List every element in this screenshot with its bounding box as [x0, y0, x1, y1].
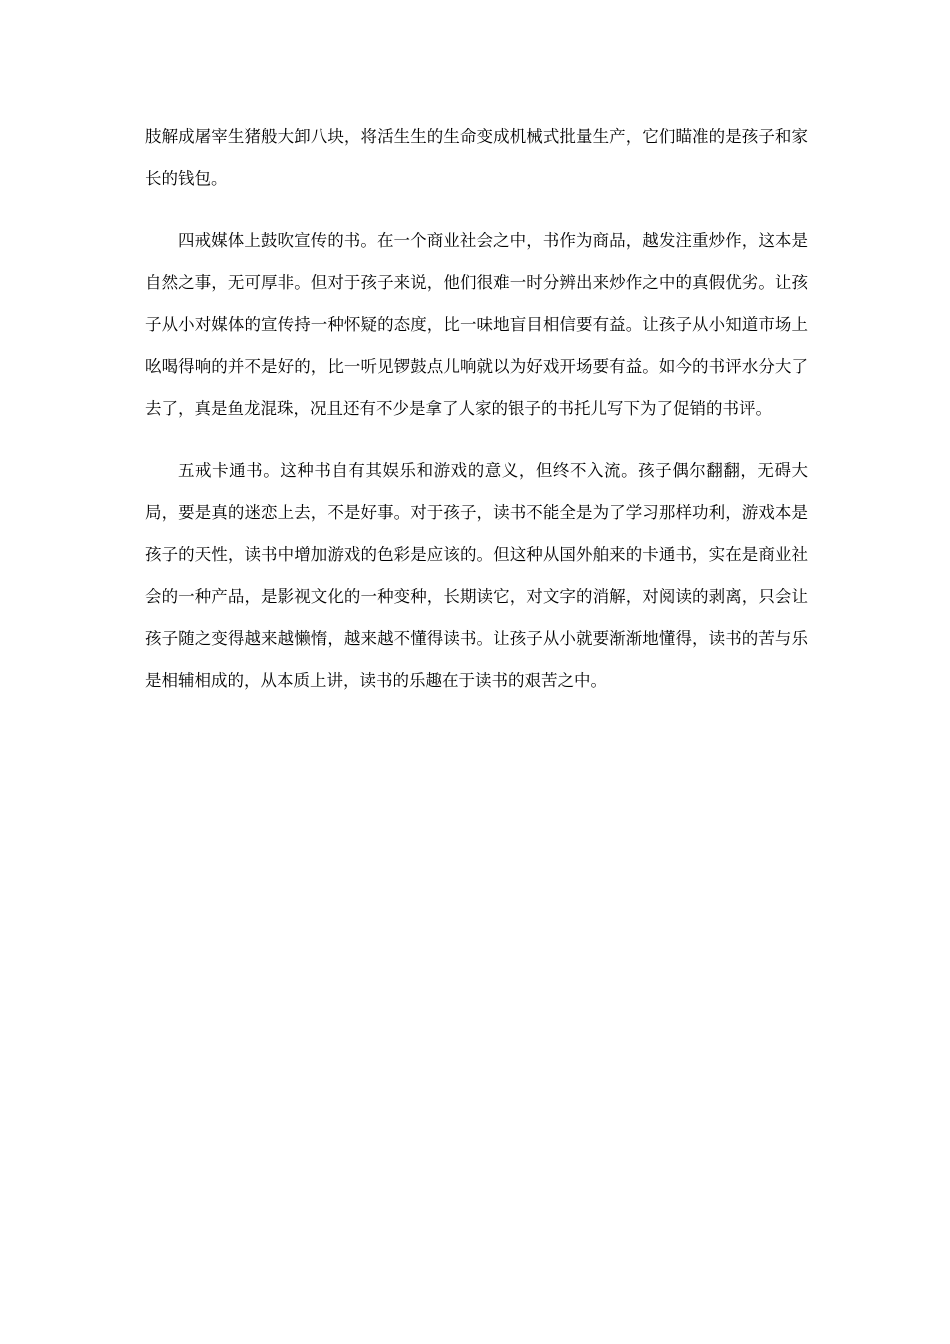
- paragraph-four-precepts-media: 四戒媒体上鼓吹宣传的书。在一个商业社会之中，书作为商品，越发注重炒作，这本是自然之事，无可厚非。但对于孩子来说，他们很难一时分辨出来炒作之中的真假优劣。让孩子从小对媒体的宣传持一种怀疑的态度，比一味地盲目相信要有益。让孩子从小知道市场上吆喝得响的并不是好的，比一听见锣鼓点儿响就以为好戏开场要有益。如今的书评水分大了去了，真是鱼龙混珠，况且还有不少是拿了人家的银子的书托儿写下为了促销的书评。: [145, 231, 808, 418]
- paragraph-continuation: 肢解成屠宰生猪般大卸八块，将活生生的生命变成机械式批量生产，它们瞄准的是孩子和家长的钱包。: [145, 127, 808, 188]
- paragraph-five-precepts-cartoon: 五戒卡通书。这种书自有其娱乐和游戏的意义，但终不入流。孩子偶尔翻翻，无碍大局，要是真的迷恋上去，不是好事。对于孩子，读书不能全是为了学习那样功利，游戏本是孩子的天性，读书中增加游戏的色彩是应该的。但这种从国外舶来的卡通书，实在是商业社会的一种产品，是影视文化的一种变种，长期读它，对文字的消解，对阅读的剥离，只会让孩子随之变得越来越懒惰，越来越不懂得读书。让孩子从小就要渐渐地懂得，读书的苦与乐是相辅相成的，从本质上讲，读书的乐趣在于读书的艰苦之中。: [145, 461, 808, 690]
- document-body: [145, 116, 808, 722]
